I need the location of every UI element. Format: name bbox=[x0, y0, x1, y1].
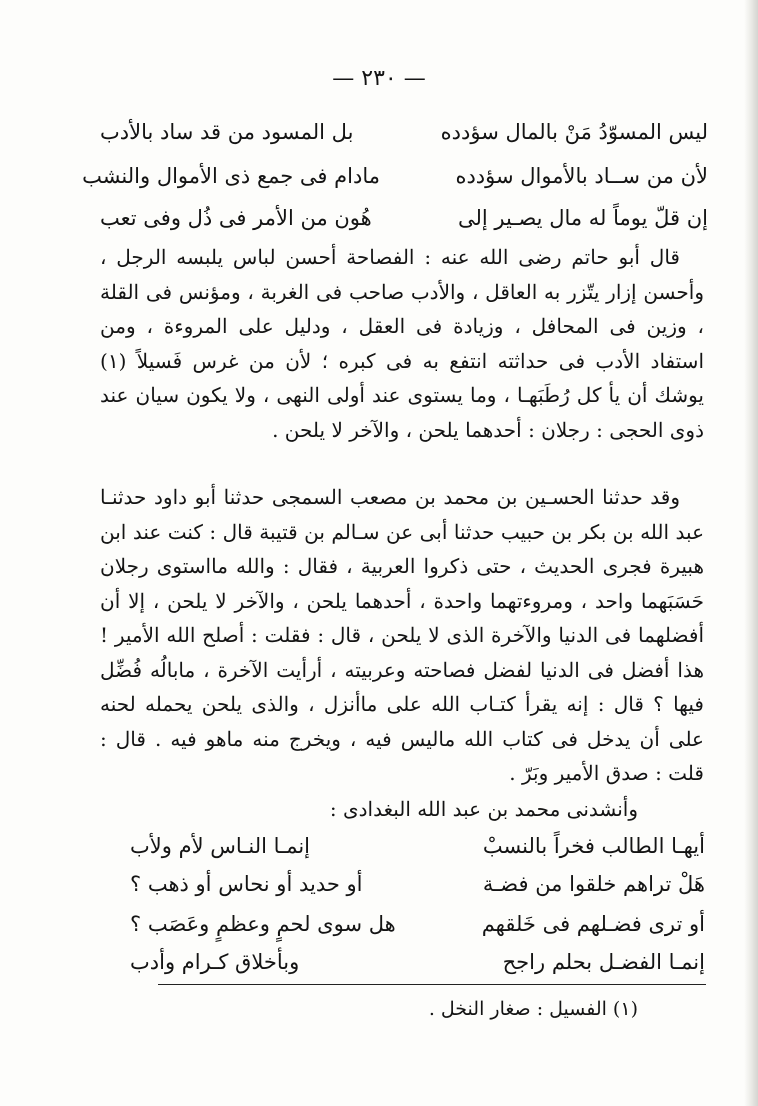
verse-second-hemistich: بل المسود من قد ساد بالأدب bbox=[100, 120, 354, 144]
verse-first-hemistich: أيهـا الطالب فخراً بالنسبْ bbox=[482, 834, 705, 858]
prose-block-1 bbox=[100, 240, 704, 447]
verse-intro: وأنشدنى محمد بن عبد الله البغدادى : bbox=[329, 797, 638, 821]
verse-second-hemistich: مادام فى جمع ذى الأموال والنشب bbox=[82, 164, 380, 188]
verse-line bbox=[130, 906, 705, 942]
verse-second-hemistich: أو حديد أو نحاس أو ذهب ؟ bbox=[130, 872, 363, 896]
page-number: — ٢٣٠ — bbox=[332, 66, 426, 91]
footnote-divider bbox=[158, 984, 706, 985]
verse-line bbox=[130, 944, 705, 980]
verse-first-hemistich: إن قلّ يوماً له مال يصـير إلى bbox=[457, 206, 708, 230]
verse-second-hemistich: هل سوى لحمٍ وعظمٍ وعَصَب ؟ bbox=[130, 912, 396, 936]
verse-second-hemistich: وبأخلاق كـرام وأدب bbox=[130, 950, 300, 974]
page-spine-shadow bbox=[744, 0, 758, 1106]
verse-line bbox=[130, 828, 705, 864]
verse-second-hemistich: هُون من الأمر فى ذُل وفى تعب bbox=[100, 206, 372, 230]
verse-first-hemistich: لأن من ســاد بالأموال سؤدده bbox=[455, 164, 708, 188]
verse-first-hemistich: إنمـا الفضـل بحلم راجح bbox=[502, 950, 705, 974]
paragraph: وقد حدثنا الحسـين بن محمد بن مصعب السمجى حدثنا أبو داود حدثنـا عبد الله بن بكر بن حبيب حدثنا أبى عن سـالم بن قتيبة قال : كنت عند ابن هبيرة فجرى الحديث ، حتى ذكروا العربية ، فقال : والله مااستوى رجلان حَسَبَهما واحد ، ومروءتهما واحدة ، أحدهما يلحن ، والآخر لا يلحن ، إلا أن أفضلهما فى الدنيا والآخرة الذى لا يلحن ، قال : فقلت : أصلح الله الأمير ! هذا أفضل فى الدنيا لفضل فصاحته وعربيته ، أرأيت الآخرة ، مابالُه فُضِّل فيها ؟ قال : إنه يقرأ كتـاب الله على ماأنزل ، والذى يلحن يحمله لحنه على أن يدخل فى كتاب الله ماليس فيه ، ويخرج منه ماهو فيه . قال : قلت : صدق الأمير وبَرّ . bbox=[100, 485, 704, 785]
paragraph: قال أبو حاتم رضى الله عنه : الفصاحة أحسن لباس يلبسه الرجل ، وأحسن إزار يتّزر به العاقل ، والأدب صاحب فى الغربة ، ومؤنس فى القلة ، وزين فى المحافل ، وزيادة فى العقل ، ودليل على المروءة ، ومن استفاد الأدب فى حداثته انتفع به فى كبره ؛ لأن من غرس فَسيلاً (١) يوشك أن يأ كل رُطَبَهـا ، وما يستوى عند أولى النهى ، ولا يكون سيان عند ذوى الحجى : رجلان : أحدهما يلحن ، والآخر لا يلحن . bbox=[100, 245, 704, 442]
verse-line bbox=[100, 200, 708, 236]
verse-line bbox=[130, 866, 705, 902]
verse-line bbox=[100, 114, 708, 150]
verse-line bbox=[82, 158, 708, 194]
verse-first-hemistich: هَلْ تراهم خلقوا من فضـة bbox=[482, 872, 705, 896]
prose-block-2 bbox=[100, 480, 704, 791]
footnote: (١) الفسيل : صغار النخل . bbox=[428, 998, 638, 1020]
verse-first-hemistich: ليس المسوّدُ مَنْ بالمال سؤدده bbox=[440, 120, 708, 144]
verse-second-hemistich: إنمـا النـاس لأم ولأب bbox=[130, 834, 311, 858]
verse-first-hemistich: أو ترى فضـلهم فى خَلقهم bbox=[481, 912, 705, 936]
